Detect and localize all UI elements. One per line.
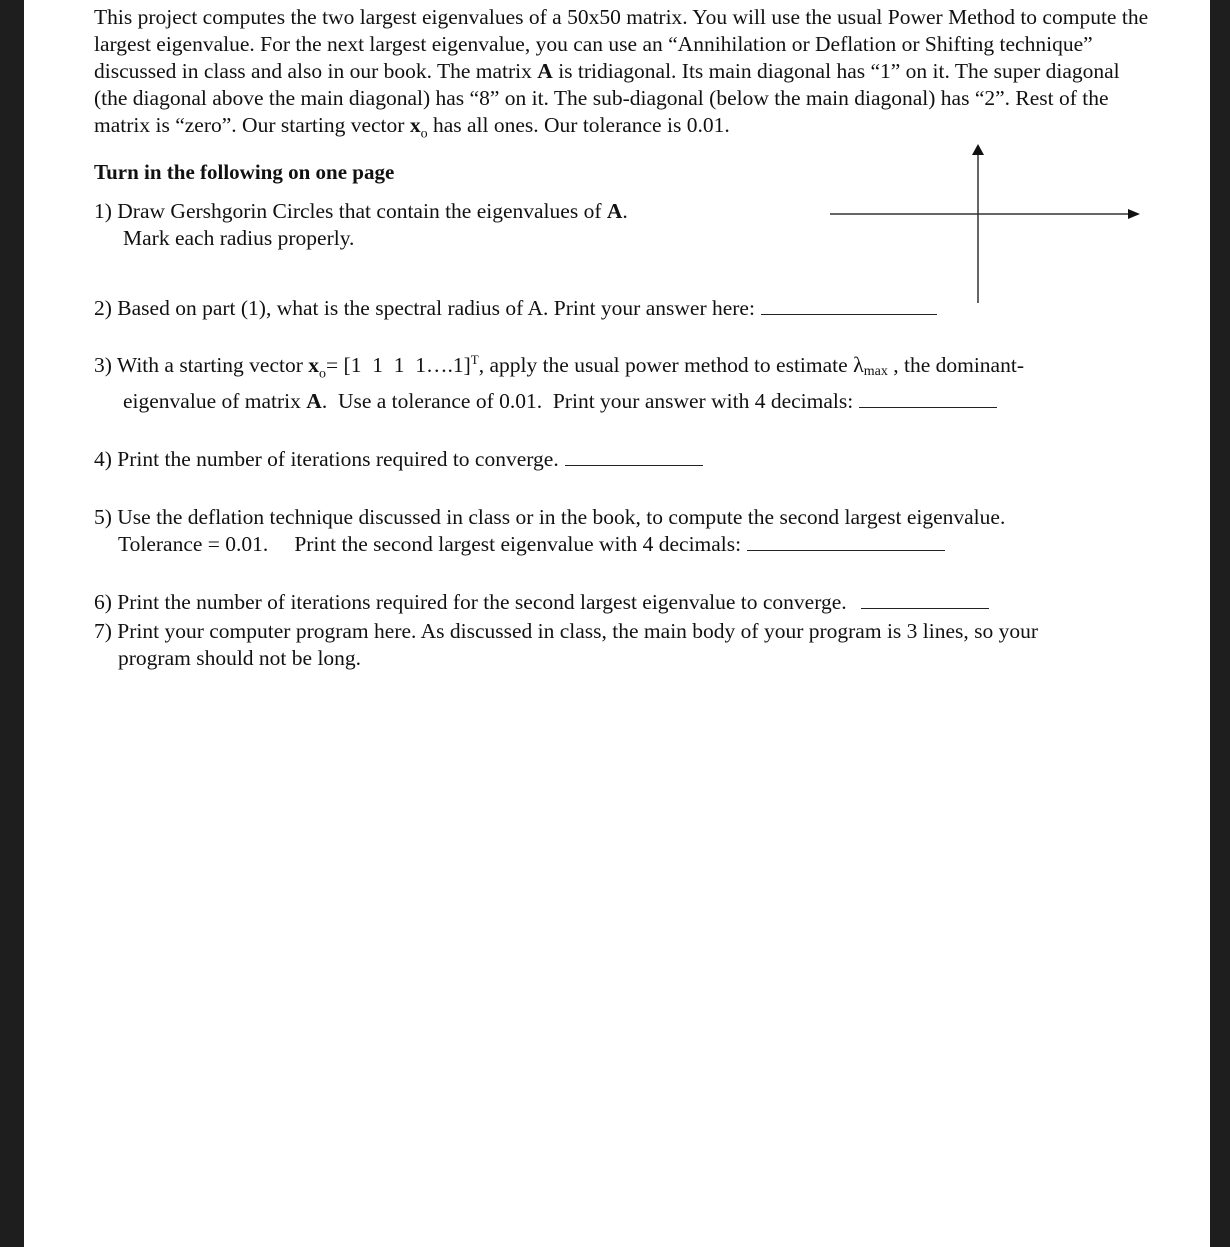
q4-answer-blank[interactable] (565, 464, 703, 466)
q5-prompt-text: Print the second largest eigenvalue with 4 decimals: (294, 531, 742, 556)
matrix-symbol: A (537, 59, 553, 83)
q3-line-2 (94, 388, 1154, 415)
intro-text-3: has all ones. Our tolerance is 0.01. (427, 113, 730, 137)
q1-matrix-symbol: A (606, 199, 623, 224)
q1-line-2: Mark each radius properly. (123, 226, 355, 251)
q3-matrix-symbol: A (306, 388, 322, 413)
q3-answer-blank[interactable] (859, 406, 997, 408)
q3-transpose: T (470, 352, 479, 368)
q3-line2-post: . Use a tolerance of 0.01. Print your answer with 4 decimals: (321, 388, 854, 413)
q1-period: . (622, 199, 628, 224)
vector-subscript: o (420, 126, 428, 142)
q4-text: 4) Print the number of iterations required to converge. (94, 446, 559, 471)
q3-vector-subscript: o (319, 366, 327, 382)
q3-text-post: , the dominant- (887, 353, 1024, 378)
lambda-symbol: λ (853, 352, 864, 378)
q7-line-1: 7) Print your computer program here. As discussed in class, the main body of your program is 3 lines, so your (94, 618, 1039, 643)
q3-vector-value: = [1 1 1 1….1] (326, 353, 471, 378)
intro-paragraph (94, 4, 1154, 147)
document-page (24, 0, 1210, 1247)
q5-answer-blank[interactable] (747, 549, 945, 551)
section-heading: Turn in the following on one page (94, 160, 395, 185)
document-body (94, 4, 1154, 672)
q3-line-1 (94, 352, 1024, 382)
q6-text: 6) Print the number of iterations required for the second largest eigenvalue to converge. (94, 589, 847, 614)
q1-text: 1) Draw Gershgorin Circles that contain the eigenvalues of (94, 199, 607, 224)
q5-tolerance-text: Tolerance = 0.01. (118, 531, 269, 556)
question-6 (94, 589, 1154, 616)
q6-answer-blank[interactable] (861, 607, 989, 609)
question-3 (94, 351, 1154, 414)
intro-text-2: is tridiagonal. Its main diagonal has “1” on it. The super diagonal (the diagonal above the main diagonal) has “8” on it. The sub-diagonal (below the main diagonal) has “2”. Rest of the matrix is “zero”. Our starting vector (94, 59, 1120, 137)
q3-vector-symbol: x (308, 353, 320, 378)
q2-answer-blank[interactable] (761, 313, 937, 315)
question-7 (94, 618, 1154, 672)
q5-line-2 (94, 531, 1154, 558)
question-2 (94, 295, 1154, 322)
q5-line-1: 5) Use the deflation technique discussed in class or in the book, to compute the second largest eigenvalue. (94, 504, 1006, 529)
q1-line-1 (94, 199, 628, 223)
vector-symbol: x (409, 113, 421, 137)
question-5 (94, 504, 1154, 558)
q7-line-2: program should not be long. (118, 645, 362, 670)
q3-text-pre: 3) With a starting vector (94, 353, 309, 378)
lambda-subscript: max (863, 364, 888, 380)
question-4 (94, 446, 1154, 473)
q3-line2-text: eigenvalue of matrix (123, 388, 307, 413)
q2-text: 2) Based on part (1), what is the spectral radius of A. Print your answer here: (94, 296, 755, 321)
intro-text-1: This project computes the two largest eigenvalues of a 50x50 matrix. You will use the usual Power Method to compute the largest eigenvalue. For the next largest eigenvalue, you can use an “Annihilation or Deflation or Shifting technique” discussed in class and also in our book. The matrix (94, 5, 1149, 83)
q3-text-mid: , apply the usual power method to estimate (478, 353, 854, 378)
question-1 (94, 198, 1154, 252)
